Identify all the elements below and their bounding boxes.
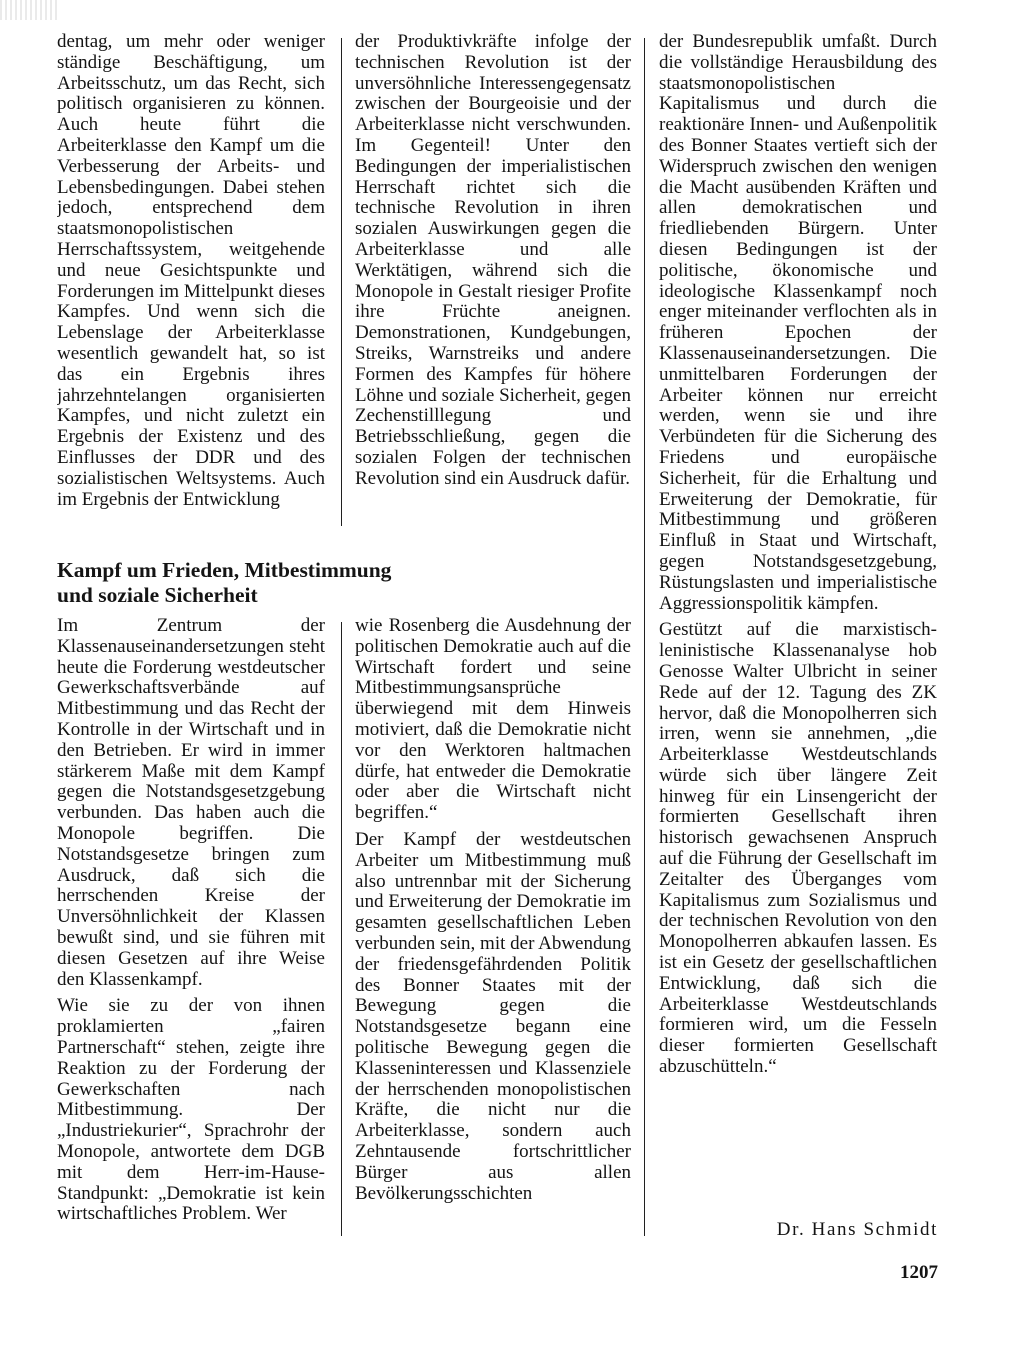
section-heading-line: und soziale Sicherheit	[57, 583, 258, 607]
section-heading	[57, 558, 447, 608]
section-heading-line: Kampf um Frieden, Mitbestimmung	[57, 558, 392, 582]
column-1-bottom	[57, 616, 325, 1242]
column-rule	[341, 38, 342, 526]
column-2-bottom	[355, 616, 631, 1242]
column-1-top	[57, 32, 325, 536]
paragraph: der Bundesrepublik umfaßt. Durch die vollständige Herausbildung des staatsmonopolistischen Kapitalismus und durch die reaktionäre Innen- und Außenpolitik des Bonner Staates vertieft sich der Widerspruch zwischen den wenigen die Macht ausübenden Kräften und allen demokratischen und friedliebenden Bürgern. Unter diesen Bedingungen ist der politische, ökonomische und ideologische Klassenkampf noch enger miteinander verflochten als in früheren Epochen der Klassenauseinandersetzungen. Die unmittelbaren Forderungen der Arbeiter können nur erreicht werden, wenn sie und ihre Verbündeten für die Sicherung des Friedens und europäische Sicherheit, für die Erhaltung und Erweiterung der Demokratie, für Mitbestimmung und größeren Einfluß in Staat und Wirtschaft, gegen Notstandsgesetzgebung, Rüstungslasten und imperialistische Aggressionspolitik kämpfen.	[659, 32, 937, 614]
paragraph: Gestützt auf die marxistisch-leninistische Klassenanalyse hob Genosse Walter Ulbricht in seiner Rede auf der 12. Tagung des ZK hervor, daß die Monopolherren sich irren, wenn sie annehmen, „die Arbeiterklasse Westdeutschlands würde sich über längere Zeit hinweg für ein Linsengericht der formierten Gesellschaft ihren historisch gewachsenen Anspruch auf die Führung der Gesellschaft im Zeitalter des Überganges vom Kapitalismus zum Sozialismus und der technischen Revolution von den Monopolherren abkaufen lassen. Es ist ein Gesetz der gesellschaftlichen Entwicklung, daß sich die Arbeiterklasse Westdeutschlands formieren wird, um die Fesseln dieser formierten Gesellschaft abzuschütteln.“	[659, 619, 937, 1078]
paragraph: wie Rosenberg die Ausdehnung der politischen Demokratie auch auf die Wirtschaft fordert und seine Mitbestimmungsansprüche überwiegend mit dem Hinweis motiviert, daß die Demokratie nicht vor den Werktoren haltmachen dürfe, hat entweder die Demokratie oder aber die Wirtschaft nicht begriffen.“	[355, 616, 631, 824]
column-3	[659, 32, 937, 1207]
page-number: 1207	[900, 1262, 938, 1283]
paragraph: der Produktivkräfte infolge der technischen Revolution ist der unversöhnliche Interessengegensatz zwischen der Bourgeoisie und der Arbeiterklasse nicht verschwunden. Im Gegenteil! Unter den Bedingungen der imperialistischen Herrschaft richtet sich die technische Revolution in ihren sozialen Auswirkungen gegen die Arbeiterklasse und alle Werktätigen, während sich die Monopole in Gestalt riesiger Profite ihre Früchte aneignen. Demonstrationen, Kundgebungen, Streiks, Warnstreiks und andere Formen des Kampfes für höhere Löhne und soziale Sicherheit, gegen Zechenstilllegung und Betriebsschließung, gegen die sozialen Folgen der technischen Revolution sind ein Ausdruck dafür.	[355, 32, 631, 489]
column-2-top	[355, 32, 631, 536]
column-rule	[644, 38, 645, 1236]
paragraph: Im Zentrum der Klassenauseinandersetzungen steht heute die Forderung westdeutscher Gewerkschaftsverbände auf Mitbestimmung und das Recht der Kontrolle in der Wirtschaft und in den Betrieben. Er wird in immer stärkerem Maße mit dem Kampf gegen die Notstandsgesetzgebung verbunden. Das haben auch die Monopole begriffen. Die Notstandsgesetze bringen zum Ausdruck, daß sich die herrschenden Kreise der Unversöhnlichkeit der Klassen bewußt sind, und sie führen mit diesen Gesetzen auf ihre Weise den Klassenkampf.	[57, 616, 325, 990]
author-signature: Dr. Hans Schmidt	[776, 1219, 938, 1240]
scan-noise	[0, 0, 60, 20]
paragraph: Wie sie zu der von ihnen proklamierten „fairen Partnerschaft“ stehen, zeigte ihre Reaktion zu der Forderung der Gewerkschaften nach Mitbestimmung. Der „Industriekurier“, Sprachrohr der Monopole, antwortete dem DGB mit dem Herr-im-Hause-Standpunkt: „Demokratie ist kein wirtschaftliches Problem. Wer	[57, 995, 325, 1225]
paragraph: dentag, um mehr oder weniger ständige Beschäftigung, um Arbeitsschutz, um das Recht, sich politisch organisieren zu können. Auch heute führt die Arbeiterklasse den Kampf um die Verbesserung der Arbeits- und Lebensbedingungen. Dabei stehen jedoch, entsprechend dem staatsmonopolistischen Herrschaftssystem, weitgehende und neue Gesichtspunkte und Forderungen im Mittelpunkt dieses Kampfes. Und wenn sich die Lebenslage der Arbeiterklasse wesentlich gewandelt hat, so ist das ein Ergebnis ihres jahrzehntelangen organisierten Kampfes, und nicht zuletzt ein Ergebnis der Existenz und des Einflusses der DDR und des sozialistischen Weltsystems. Auch im Ergebnis der Entwicklung	[57, 32, 325, 510]
column-rule	[341, 622, 342, 1236]
paragraph: Der Kampf der westdeutschen Arbeiter um Mitbestimmung muß also untrennbar mit der Sicherung und Erweiterung der Demokratie im gesamten gesellschaftlichen Leben verbunden sein, mit der Abwendung der friedensgefährdenden Politik des Bonner Staates mit der Bewegung gegen die Notstandsgesetze begann eine politische Bewegung gegen die Klasseninteressen und Klassenziele der herrschenden monopolistischen Kräfte, die nicht nur die Arbeiterklasse, sondern auch Zehntausende fortschrittlicher Bürger aus allen Bevölkerungsschichten	[355, 828, 631, 1204]
